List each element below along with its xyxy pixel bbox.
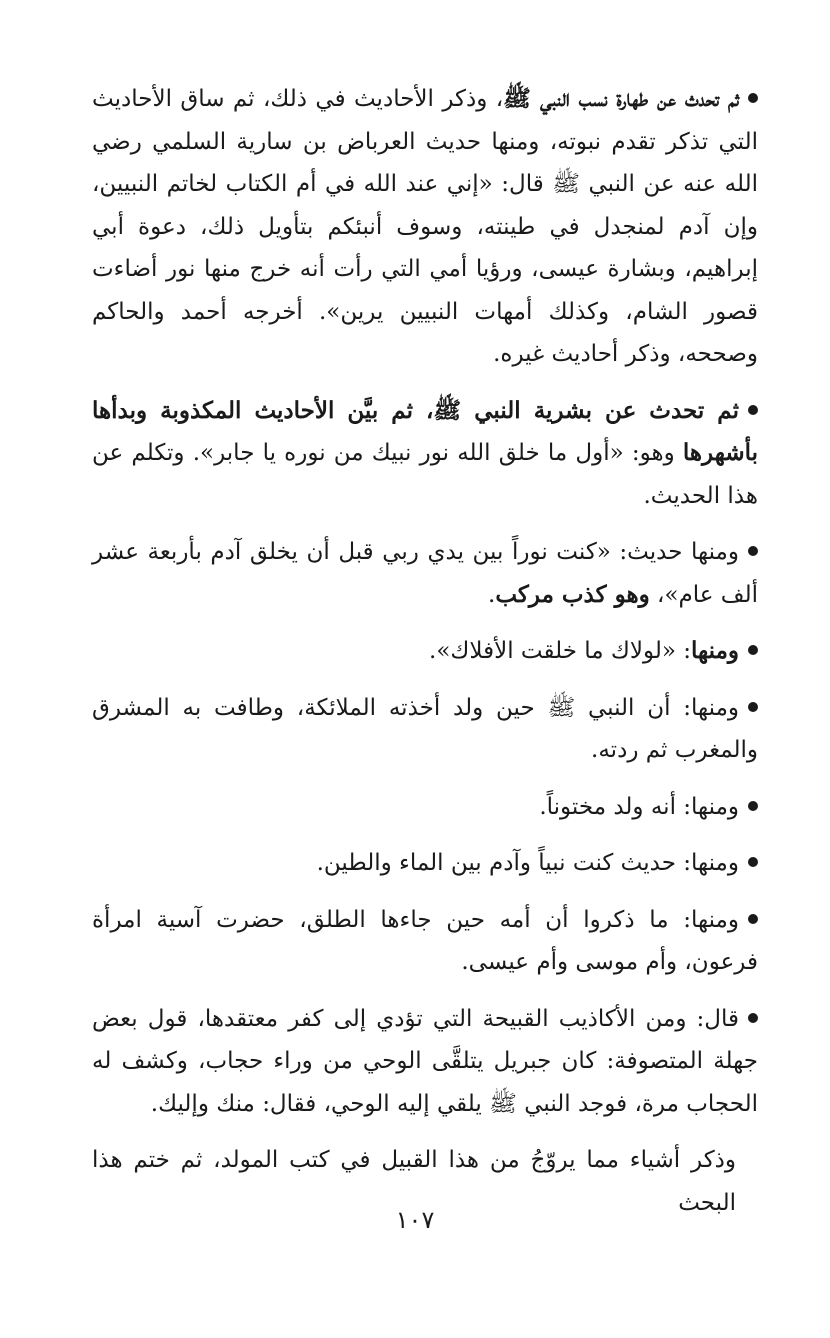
paragraph-run: ومنها: ما ذكروا أن أمه حين جاءها الطلق، حضرت آسية امرأة فرعون، وأم موسى وأم عيسى. (92, 906, 758, 975)
paragraph-run: ومنها حديث: «كنت نوراً بين يدي ربي قبل أن يخلق آدم بأربعة عشر ألف عام»، (92, 539, 758, 608)
paragraph-birth (92, 899, 758, 984)
bullet-icon (748, 546, 758, 556)
paragraph-prophet-adam (92, 842, 758, 885)
bullet-icon (748, 702, 758, 712)
bullet-icon (748, 801, 758, 811)
paragraph-humanity (92, 390, 758, 518)
paragraph-run: وهو كذب مركب (495, 580, 650, 608)
paragraph-angels (92, 687, 758, 772)
paragraph-run: ، وذكر الأحاديث في ذلك، ثم ساق الأحاديث التي تذكر تقدم نبوته، ومنها حديث العرباض بن سارية السلمي رضي الله عنه عن النبي ﷺ قال: «إني عند الله في أم الكتاب لخاتم النبيين، وإن آدم لمنجدل في طينته، وسوف أنبئكم بتأويل ذلك، دعوة أبي إبراهيم، وبشارة عيسى، ورؤيا أمي التي رأت أنه خرج منها نور أضاءت قصور الشام، وكذلك أمهات النبيين يرين». أخرجه أحمد والحاكم وصححه، وذكر أحاديث غيره. (92, 86, 758, 367)
page-body (92, 78, 758, 1238)
paragraph-run: وهو: «أول ما خلق الله نور نبيك من نوره يا جابر». وتكلم عن هذا الحديث. (92, 440, 758, 509)
paragraph-run: قال: ومن الأكاذيب القبيحة التي تؤدي إلى كفر معتقدها، قول بعض جهلة المتصوفة: كان جبريل يتلقَّى الوحي من وراء حجاب، وكشف له الحجاب مرة، فوجد النبي ﷺ يلقي إليه الوحي، فقال: منك وإليك. (92, 1005, 758, 1117)
paragraph-lawlaka (92, 630, 758, 673)
paragraph-run: ومنها (691, 637, 739, 664)
paragraph-run: : «لولاك ما خلقت الأفلاك». (429, 638, 692, 664)
bullet-icon (748, 1013, 758, 1023)
bullet-icon (748, 857, 758, 867)
paragraph-run: ثم تحدث عن طهارة نسب النبي ﷺ (503, 85, 739, 112)
paragraph-light-hadith (92, 531, 758, 616)
paragraph-run: ثم تحدث عن بشرية النبي ﷺ، ثم بيَّن الأحاديث المكذوبة وبدأها بأشهرها (92, 396, 758, 466)
paragraph-run: ومنها: أنه ولد مختوناً. (539, 793, 739, 820)
bullet-icon (748, 405, 758, 415)
paragraph-lineage-purity (92, 78, 758, 376)
bullet-icon (748, 93, 758, 103)
bullet-icon (748, 914, 758, 924)
paragraph-run: وذكر أشياء مما يروّجُ من هذا القبيل في كتب المولد، ثم ختم هذا البحث (92, 1147, 736, 1216)
page-number: ١٠٧ (395, 1206, 435, 1234)
bullet-icon (748, 645, 758, 655)
paragraph-lies (92, 998, 758, 1126)
paragraph-run: . (488, 581, 496, 608)
paragraph-run: ومنها: أن النبي ﷺ حين ولد أخذته الملائكة، وطافت به المشرق والمغرب ثم ردته. (92, 694, 758, 763)
paragraph-run: ومنها: حديث كنت نبياً وآدم بين الماء والطين. (316, 850, 739, 876)
paragraph-circumcised (92, 786, 758, 829)
